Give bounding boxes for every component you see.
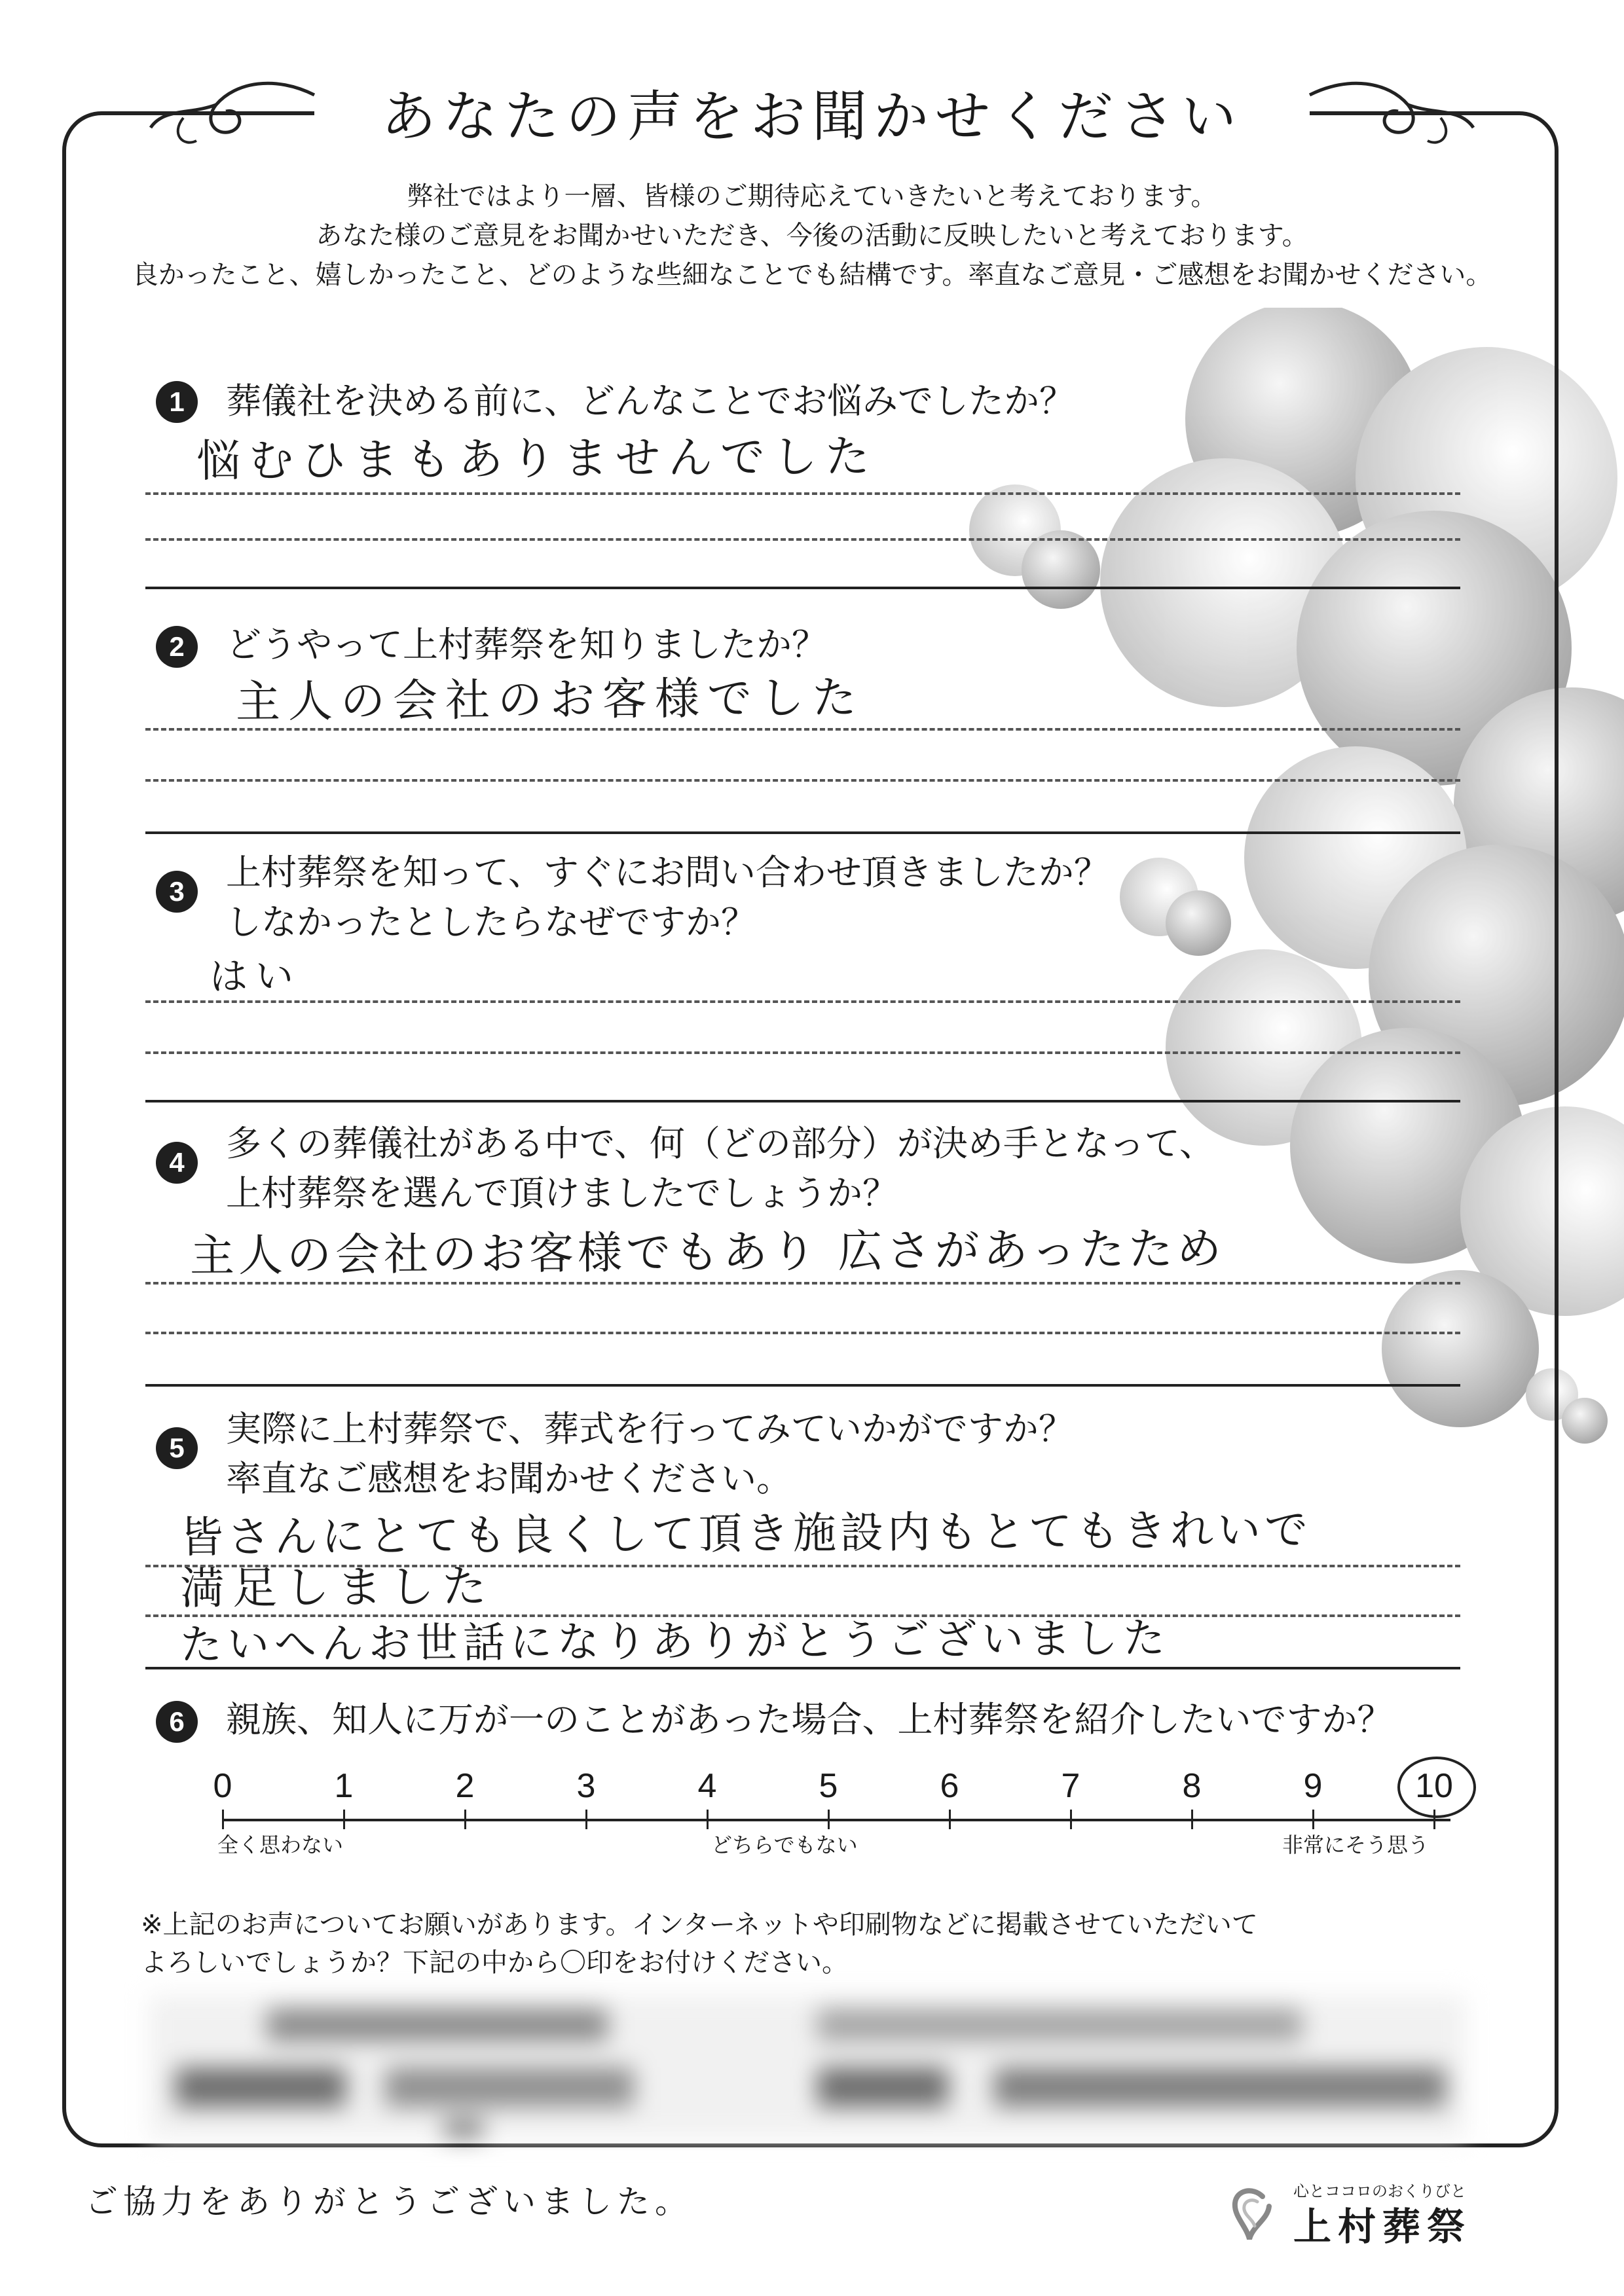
section-divider — [145, 1100, 1460, 1102]
answer-guide-line — [145, 728, 1460, 731]
section-divider — [145, 831, 1460, 834]
question-4-text-line-1: 多くの葬儀社がある中で、何（どの部分）が決め手となって、 — [226, 1123, 1215, 1164]
answer-5-handwritten-line-2: 満足しました — [179, 1561, 495, 1615]
intro-line-1: 弊社ではより一層、皆様のご期待応えていきたいと考えております。 — [407, 181, 1217, 211]
answer-guide-line — [145, 538, 1460, 541]
redacted-consent-options — [149, 1995, 1466, 2138]
scale-tick — [343, 1810, 345, 1829]
scale-tick — [1191, 1810, 1193, 1829]
answer-3-handwritten: はい — [209, 953, 302, 999]
scale-tick — [222, 1810, 224, 1829]
scale-tick — [585, 1810, 587, 1829]
scale-option-3[interactable]: 3 — [576, 1767, 596, 1805]
question-3-text-line-1: 上村葬祭を知って、すぐにお問い合わせ頂きましたか？ — [226, 852, 1109, 893]
scale-option-4[interactable]: 4 — [697, 1767, 717, 1805]
scale-tick — [828, 1810, 830, 1829]
right-flourish-ornament — [1303, 69, 1480, 154]
scale-caption-low: 全く思わない — [217, 1832, 344, 1857]
scale-tick — [707, 1810, 709, 1829]
question-4-text-line-2: 上村葬祭を選んで頂けましたでしょうか？ — [226, 1173, 898, 1214]
question-number-6: 6 — [156, 1701, 198, 1743]
question-number-3: 3 — [156, 871, 198, 913]
question-5-text-line-1: 実際に上村葬祭で、葬式を行ってみていかがですか？ — [226, 1408, 1074, 1449]
scale-tick — [1312, 1810, 1314, 1829]
rating-scale-line — [223, 1819, 1450, 1821]
scale-option-7[interactable]: 7 — [1061, 1767, 1080, 1805]
question-2-text: どうやって上村葬祭を知りましたか？ — [226, 624, 827, 665]
question-number-2: 2 — [156, 626, 198, 668]
answer-5-handwritten-line-3: たいへんお世話になりありがとうございました — [179, 1614, 1171, 1670]
answer-guide-line — [145, 1332, 1460, 1334]
brand-name: 上村葬祭 — [1293, 2204, 1472, 2249]
section-divider — [145, 1667, 1460, 1669]
scale-option-2[interactable]: 2 — [455, 1767, 475, 1805]
scale-option-9[interactable]: 9 — [1303, 1767, 1323, 1805]
answer-guide-line — [145, 1051, 1460, 1054]
answer-5-handwritten-line-1: 皆さんにとても良くして頂き施設内もとてもきれいで — [179, 1504, 1312, 1563]
answer-guide-line — [145, 1000, 1460, 1003]
scale-caption-mid: どちらでもない — [711, 1832, 858, 1857]
answer-guide-line — [145, 492, 1460, 495]
scale-option-5[interactable]: 5 — [819, 1767, 838, 1805]
scale-option-0[interactable]: 0 — [213, 1767, 232, 1805]
scale-option-1[interactable]: 1 — [334, 1767, 354, 1805]
publication-notice-line-1: ※上記のお声についてお願いがあります。インターネットや印刷物などに掲載させていただいて — [141, 1910, 1258, 1940]
scale-option-8[interactable]: 8 — [1182, 1767, 1202, 1805]
question-number-1: 1 — [156, 381, 198, 423]
question-number-5: 5 — [156, 1427, 198, 1469]
scale-caption-high: 非常にそう思う — [1282, 1832, 1430, 1857]
scale-tick — [464, 1810, 466, 1829]
answer-4-handwritten: 主人の会社のお客様でもあり 広さがあったため — [189, 1223, 1226, 1283]
publication-notice-line-2: よろしいでしょうか？下記の中から〇印をお付けください。 — [141, 1948, 848, 1978]
question-3-text-line-2: しなかったとしたらなぜですか？ — [226, 902, 756, 943]
answer-guide-line — [145, 1614, 1460, 1617]
scale-tick — [1070, 1810, 1072, 1829]
intro-line-3: 良かったこと、嬉しかったこと、どのような些細なことでも結構です。率直なご意見・ご感想をお聞かせください。 — [132, 260, 1492, 290]
heart-logo-icon — [1217, 2183, 1282, 2242]
section-divider — [145, 587, 1460, 589]
question-number-4: 4 — [156, 1142, 198, 1184]
left-flourish-ornament — [144, 69, 321, 154]
brand-tagline: 心とココロのおくりびと — [1293, 2182, 1466, 2200]
intro-line-2: あなた様のご意見をお聞かせいただき、今後の活動に反映したいと考えております。 — [316, 221, 1308, 251]
scale-option-6[interactable]: 6 — [940, 1767, 959, 1805]
scale-tick — [949, 1810, 951, 1829]
page-title: あなたの声をお聞かせください — [380, 84, 1243, 149]
answer-2-handwritten: 主人の会社のお客様でした — [235, 672, 865, 729]
answer-guide-line — [145, 1565, 1460, 1567]
section-divider — [145, 1384, 1460, 1387]
thank-you-message: ご協力をありがとうございました。 — [85, 2183, 693, 2221]
question-6-text: 親族、知人に万が一のことがあった場合、上村葬祭を紹介したいですか？ — [226, 1699, 1393, 1740]
answer-1-handwritten: 悩むひまもありませんでした — [196, 431, 878, 488]
answer-guide-line — [145, 1282, 1460, 1285]
selected-rating-circle — [1397, 1757, 1476, 1818]
question-5-text-line-2: 率直なご感想をお聞かせください。 — [226, 1458, 792, 1499]
answer-guide-line — [145, 779, 1460, 782]
scale-option-10[interactable]: 10 — [1415, 1767, 1453, 1805]
question-1-text: 葬儀社を決める前に、どんなことでお悩みでしたか？ — [226, 380, 1075, 422]
